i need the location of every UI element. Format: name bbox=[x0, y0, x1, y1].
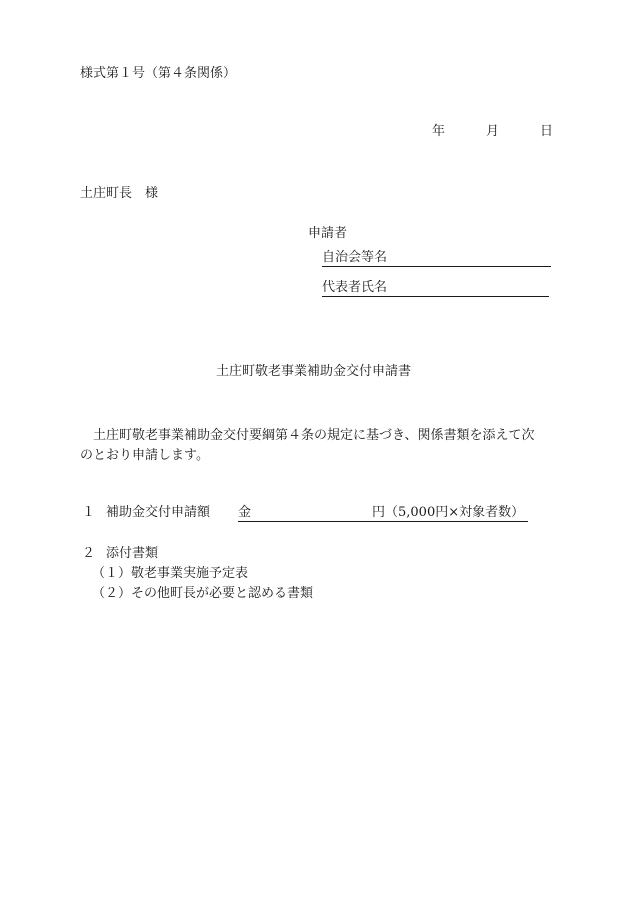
form-number: 様式第１号（第４条関係） bbox=[80, 66, 237, 81]
date-year-label: 年 bbox=[432, 124, 446, 139]
item2-label: 添付書類 bbox=[106, 546, 159, 561]
attachment-item: （１）敬老事業実施予定表 bbox=[92, 566, 249, 581]
item2-number: ２ bbox=[82, 546, 96, 561]
body-text-line-2: のとおり申請します。 bbox=[80, 448, 209, 463]
addressee: 土庄町長 様 bbox=[80, 186, 159, 201]
date-month-label: 月 bbox=[486, 124, 500, 139]
document-title: 土庄町敬老事業補助金交付申請書 bbox=[216, 364, 412, 379]
amount-suffix: 円（5,000円×対象者数） bbox=[372, 505, 525, 520]
body-text-line-1: 土庄町敬老事業補助金交付要綱第４条の規定に基づき、関係書類を添えて次 bbox=[93, 428, 535, 443]
representative-name-label: 代表者氏名 bbox=[322, 280, 388, 295]
date-day-label: 日 bbox=[540, 124, 554, 139]
attachment-item: （２）その他町長が必要と認める書類 bbox=[92, 586, 314, 601]
org-name-label: 自治会等名 bbox=[322, 250, 388, 265]
item1-label: 補助金交付申請額 bbox=[106, 505, 211, 520]
org-name-field[interactable] bbox=[322, 250, 551, 267]
subsidy-amount-field[interactable] bbox=[238, 505, 528, 522]
applicant-heading: 申請者 bbox=[308, 226, 348, 241]
amount-prefix: 金 bbox=[238, 505, 252, 520]
representative-name-field[interactable] bbox=[322, 280, 549, 297]
item1-number: １ bbox=[82, 505, 96, 520]
